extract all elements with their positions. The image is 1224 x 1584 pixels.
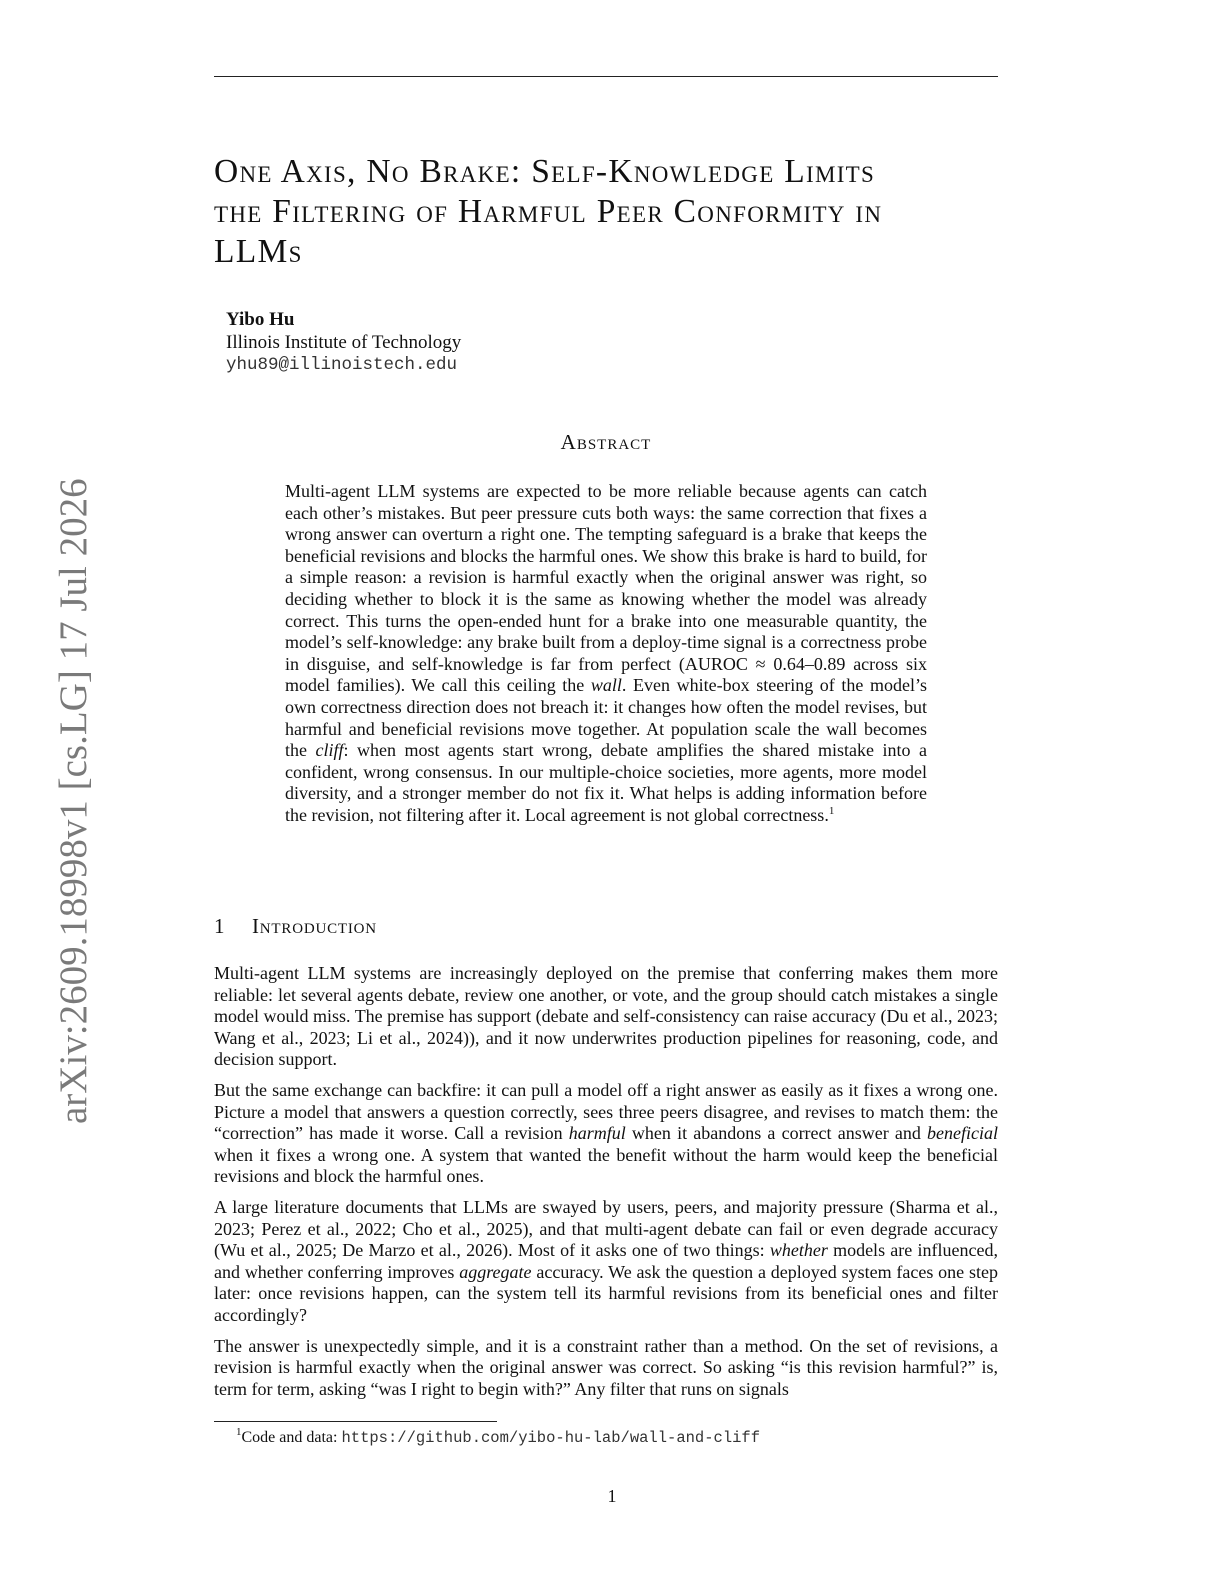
page-number: 1 [607,1486,617,1506]
section-title: Introduction [252,914,377,938]
intro-paragraph-4: The answer is unexpectedly simple, and it is a constraint rather than a method. On the set of revisions, a revision is harmful exactly when the original answer was correct. So asking “is this revision harmful?” is, term for term, asking “was I right to begin with?” Any filter that runs on signals [214,1335,998,1399]
abstract-part-2: . Even white-box steering of the model’s own correctness direction does not breach it: it changes how often the model revises, but harmful and beneficial revisions move together. At population scale the wall becomes the [285,675,928,761]
intro-term-beneficial: beneficial [927,1123,998,1144]
footnote-number: 1 [236,1426,242,1438]
abstract-part-3: : when most agents start wrong, debate amplifies the shared mistake into a confident, wrong consensus. In our multiple-choice societies, more agents, more model diversity, and a stronger member do not fix it. What helps is adding information before the revision, not filtering after it. Local agreement is not global correctness. [285,740,928,825]
title-line-3: LLMs [214,233,303,270]
footnote-label: Code and data: [241,1429,342,1446]
author-affiliation: Illinois Institute of Technology [226,332,462,353]
abstract-text [285,481,927,827]
intro-p3-part-a: A large literature documents that LLMs are swayed by users, peers, and majority pressure (Sharma et al., 2023; Perez et al., 2022; Cho et al., 2025), and that multi-agent debate can fail or even degrade accuracy (Wu et al., 2025; De Marzo et al., 2026). Most of it asks one of two things: [214,1196,998,1261]
abstract-term-wall: wall [590,675,622,696]
footnote-rule [214,1421,497,1422]
paper-title [214,152,1014,272]
intro-p2-part-b: when it abandons a correct answer and [625,1123,928,1144]
intro-p2-part-c: when it fixes a wrong one. A system that wanted the benefit without the harm would keep the beneficial revisions and block the harmful ones. [214,1144,998,1187]
title-line-2: the Filtering of Harmful Peer Conformity in [214,193,883,230]
intro-term-aggregate: aggregate [459,1261,532,1282]
top-rule [214,76,998,77]
abstract-term-cliff: cliff [315,740,344,761]
abstract-part-1: Multi-agent LLM systems are expected to be more reliable because agents can catch each other’s mistakes. But peer pressure cuts both ways: the same correction that fixes a wrong answer can overturn a right one. The tempting safeguard is a brake that keeps the beneficial revisions and blocks the harmful ones. We show this brake is hard to build, for a simple reason: a revision is harmful exactly when the original answer was right, so deciding whether to block it is the same as knowing whether the model was already correct. This turns the open-ended hunt for a brake into one measurable quantity, the model’s self-knowledge: any brake built from a deploy-time signal is a correctness probe in disguise, and self-knowledge is far from perfect (AUROC ≈ 0.64–0.89 across six model families). We call this ceiling the [285,481,927,696]
section-number: 1 [214,914,226,938]
footnote-marker[interactable]: 1 [828,804,835,817]
intro-paragraph-1: Multi-agent LLM systems are increasingly deployed on the premise that conferring makes them more reliable: let several agents debate, review one another, or vote, and the group should catch mistakes a single model would miss. The premise has support (debate and self-consistency can raise accuracy (Du et al., 2023; Wang et al., 2023; Li et al., 2024)), and it now underwrites production pipelines for reasoning, code, and decision support. [214,963,998,1070]
intro-p3-part-c: accuracy. We ask the question a deployed system faces one step later: once revisions happen, can the system tell its harmful revisions from its beneficial ones and filter accordingly? [214,1261,998,1325]
abstract-heading: Abstract [560,430,652,454]
intro-term-whether: whether [769,1240,828,1261]
intro-p3-part-b: models are influenced, and whether conferring improves [214,1240,998,1282]
author-block [226,308,461,377]
intro-paragraph-2 [214,1080,998,1188]
footnote [236,1428,760,1448]
title-line-1: One Axis, No Brake: Self-Knowledge Limits [214,153,876,190]
intro-paragraph-3 [214,1197,998,1327]
section-heading-introduction [214,914,377,939]
intro-term-harmful: harmful [568,1123,626,1144]
author-name: Yibo Hu [226,309,295,330]
introduction-body [214,963,998,1409]
footnote-code-link[interactable]: https://github.com/yibo-hu-lab/wall-and-cliff [341,1429,761,1447]
arxiv-identifier-stamp: arXiv:2609.18998v1 [cs.LG] 17 Jul 2026 [52,478,95,1124]
intro-p2-part-a: But the same exchange can backfire: it can pull a model off a right answer as easily as it fixes a wrong one. Picture a model that answers a question correctly, sees three peers disagree, and revises to match them: the “correction” has made it worse. Call a revision [214,1079,998,1144]
author-email[interactable]: yhu89@illinoistech.edu [226,355,458,375]
